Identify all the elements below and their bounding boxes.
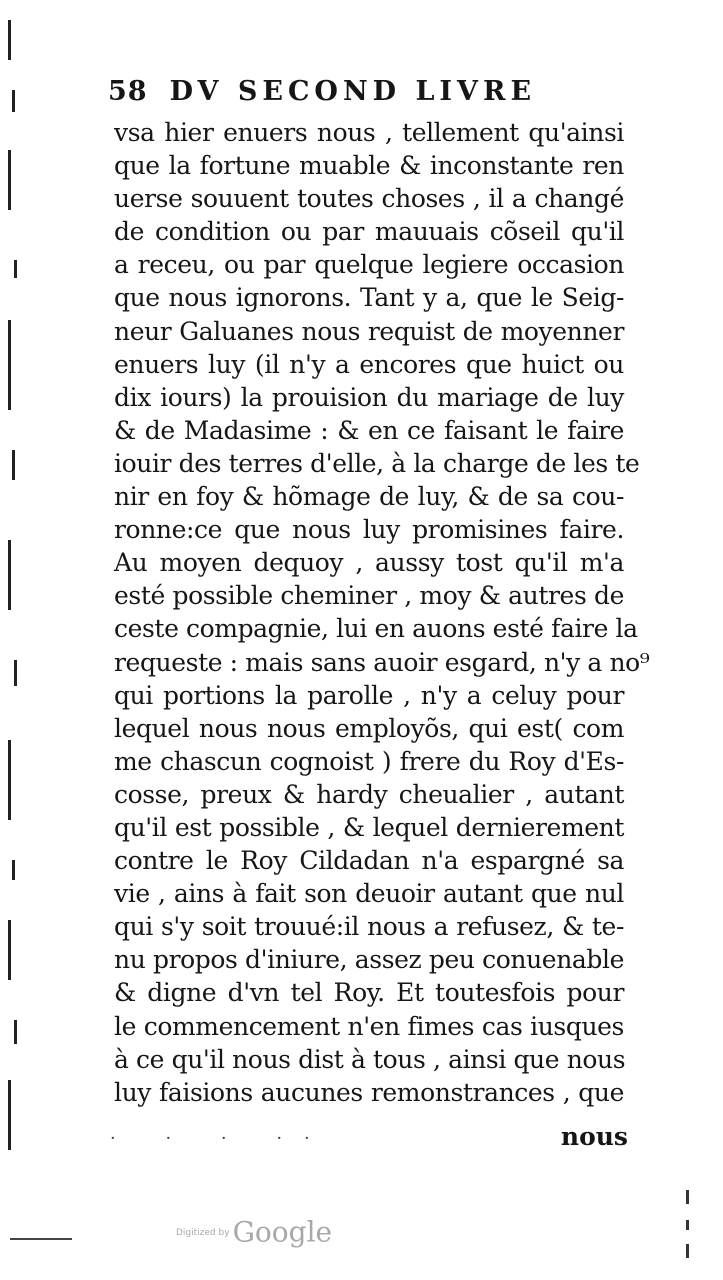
text-line: vsa hier enuers nous , tellement qu'ainsi <box>114 118 624 147</box>
watermark-prefix: Digitized by <box>176 1227 230 1238</box>
text-block <box>114 116 650 1109</box>
text-line: lequel nous nous employõs, qui est( com <box>114 713 624 743</box>
text-line: iouir des terres d'elle, à la charge de les te <box>114 448 640 478</box>
text-line: qu'il est possible , & lequel dernierement <box>114 812 624 842</box>
text-line: enuers luy (il n'y a encores que huict ou <box>114 349 624 379</box>
running-header <box>108 72 628 112</box>
text-line: requeste : mais sans auoir esgard, n'y a no⁹ <box>114 647 650 677</box>
text-line: a receu, ou par quelque legiere occasion <box>114 250 624 280</box>
footer-rule <box>10 1238 72 1240</box>
text-line: de condition ou par mauuais cõseil qu'il <box>114 217 624 247</box>
text-line: esté possible cheminer , moy & autres de <box>114 581 624 611</box>
text-line: ronne:ce que nous luy promisines faire. <box>114 515 624 545</box>
text-line: qui portions la parolle , n'y a celuy pour <box>114 680 624 710</box>
text-line: vie , ains à fait son deuoir autant que nul <box>114 879 624 909</box>
text-line: ceste compagnie, lui en auons esté faire la <box>114 614 638 644</box>
text-line: contre le Roy Cildadan n'a espargné sa <box>114 846 624 876</box>
text-line: dix iours) la prouision du mariage de luy <box>114 382 624 412</box>
text-line: me chascun cognoist ) frere du Roy d'Es- <box>114 746 624 776</box>
text-line: que la fortune muable & inconstante ren <box>114 151 624 181</box>
page-number: 58 <box>108 76 148 107</box>
ink-specks: · · · ·· <box>110 1128 332 1149</box>
text-line: Au moyen dequoy , aussy tost qu'il m'a <box>114 548 624 578</box>
catchword: nous <box>560 1122 628 1151</box>
text-line: nu propos d'iniure, assez peu conuenable <box>114 945 624 975</box>
text-line: luy faisions aucunes remonstrances , que <box>114 1077 624 1107</box>
text-line: le commencement n'en fimes cas iusques <box>114 1011 624 1041</box>
text-line: à ce qu'il nous dist à tous , ainsi que nous <box>114 1044 626 1074</box>
text-line: cosse, preux & hardy cheualier , autant <box>114 779 624 809</box>
text-line: que nous ignorons. Tant y a, que le Seig- <box>114 283 624 313</box>
digitization-watermark <box>176 1212 332 1252</box>
google-logo: Google <box>232 1215 333 1249</box>
running-title: DV SECOND LIVRE <box>169 76 537 107</box>
text-line: uerse souuent toutes choses , il a changé <box>114 184 624 214</box>
text-line: qui s'y soit trouué:il nous a refusez, & te- <box>114 912 624 942</box>
text-line: nir en foy & hõmage de luy, & de sa cou- <box>114 482 624 512</box>
text-line: & de Madasime : & en ce faisant le faire <box>114 415 624 445</box>
binding-gutter-marks <box>8 20 24 1160</box>
text-line: neur Galuanes nous requist de moyenner <box>114 316 624 346</box>
text-line: & digne d'vn tel Roy. Et toutesfois pour <box>114 978 624 1008</box>
